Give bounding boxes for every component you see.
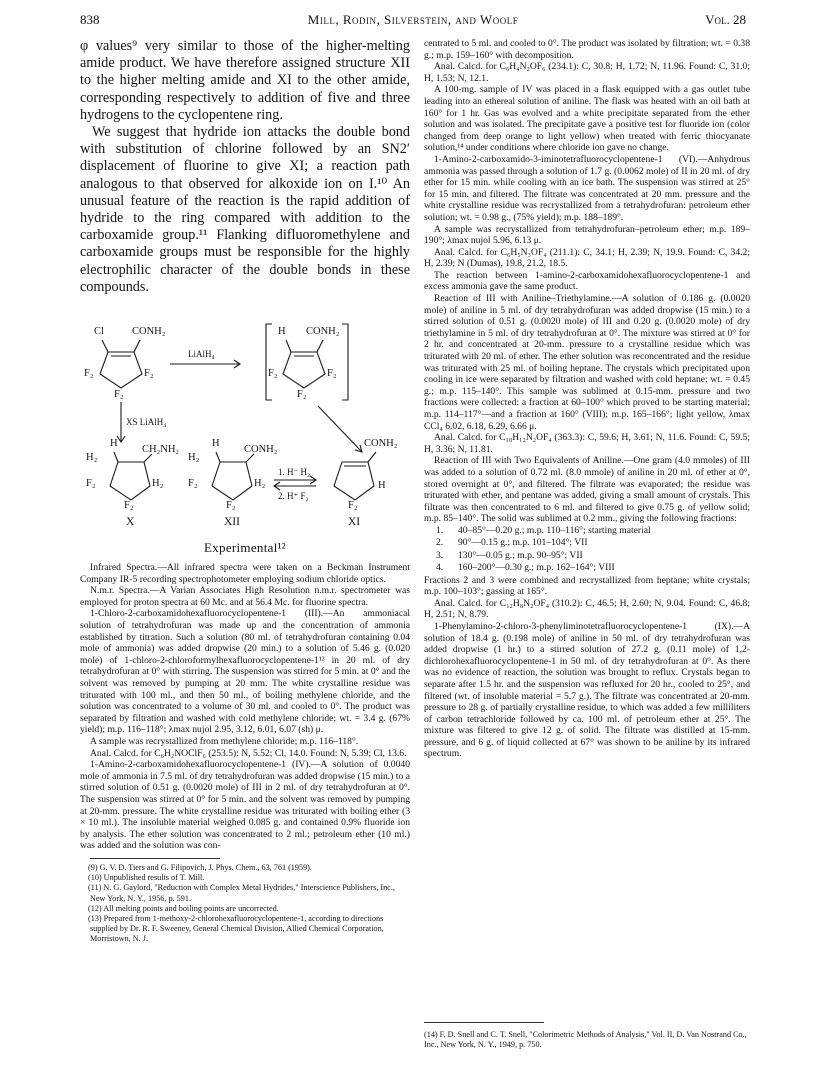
fraction-text: 130°—0.05 g.; m.p. 90–95°; VII [458,549,583,561]
sm-f2-bottom-label: F₂ [114,389,124,401]
left-column [80,38,410,1068]
x-h2-left-label: H₂ [86,452,98,464]
experimental-paragraph: A sample was recrystallized from methylene chloride; m.p. 116–118°. [90,735,359,747]
ring-xii [212,462,252,500]
sm-cl-label: Cl [94,326,104,338]
fraction-number: 1. [436,524,444,536]
fraction-item [436,550,750,562]
int-f2-left-label: F₂ [268,368,278,380]
arrow-label-bottom: 2. H⁺ F₂ [278,491,309,502]
int-h-label: H [278,326,286,338]
int-conh2-label: CONH₂ [306,326,340,338]
body-paragraph: 1-Amino-2-carboxamido-3-iminotetrafluorocyclopentene-1 (VI).—Anhydrous ammonia was passed through a solution of 1.7 g. (0.0062 mole) of II in 20 ml. of dry ether for 15 min. while cooling with an ice bath. The suspension was stirred at 25° for 15 min. and filtered. The filtrate was concentrated at 20 mm. pressure and the white crystalline residue was recrystallized from a tetrahydrofuran: petroleum ether solution; wt. = 0.98 g., (75% yield); m.p. 188–189°. [424,153,750,223]
xii-h2-right-label: H₂ [254,478,266,490]
body-paragraph: A 100-mg. sample of IV was placed in a flask equipped with a gas outlet tube leading into an ethereal solution of aniline. The flask was heated with an oil bath at 160° for 1 hr. Gas was evolved and a white precipitate separated from the ether solution and was isolated. The precipitate gave a positive test for fluoride ion (color changed from deep orange to light yellow) when treated with ferric thiocyanate solution,¹⁴ under conditions where chloride ion gave no change. [424,84,750,154]
reaction-scheme [80,302,410,532]
footnote: (11) N. G. Gaylord, "Reduction with Complex Metal Hydrides," Interscience Publishers, Inc., New York, N. Y., 1956, p. 591. [88,883,395,903]
body-paragraph: Fractions 2 and 3 were combined and recrystallized from heptane; white crystals; m.p. 100–103°; gassing at 165°. [424,574,750,598]
footnote: (12) All melting points and boiling points are uncorrected. [88,903,279,913]
experimental-paragraph: N.m.r. Spectra.—A Varian Associates High Resolution n.m.r. spectrometer was employed for proton spectra at 60 Mc. and at 56.4 Mc. for fluorine spectra. [80,585,410,608]
sm-f2-right-label: F₂ [144,368,154,380]
x-f2-left-label: F₂ [86,478,96,490]
ring-x [110,462,150,500]
xii-h2-left-label: H₂ [188,452,200,464]
fractions-list [424,525,750,575]
compound-label-x: X [126,516,135,529]
arrow-label-top: 1. H⁻ H₂ [278,467,311,478]
footnote-rule [424,1022,544,1023]
reagent-xs-lialh4: XS LiAlH₄ [126,417,167,428]
compound-label-xii: XII [224,516,240,529]
body-paragraph: The reaction between 1-amino-2-carboxamidohexafluorocyclopentene-1 and excess ammonia gave the same product. [424,269,750,293]
fraction-text: 40–85°—0.20 g.; m.p. 110–116°; starting material [458,524,651,536]
ring-xi [334,462,374,500]
experimental-paragraph: Infrared Spectra.—All infrared spectra were taken on a Beckman Instrument Company IR-5 recording spectrophotometer employing sodium chloride optics. [80,562,410,585]
footnote: (10) Unpublished results of T. Mill. [88,873,205,883]
volume-label: Vol. 28 [705,12,746,27]
ring-intermediate [283,352,325,388]
fraction-item [436,562,750,574]
intro-paragraph: φ values⁹ very similar to those of the higher-melting amide product. We have therefore assigned structure XII to the higher melting amide and XI to the other amide, corresponding respectively to addition of five and three hydrogens to the cyclopentene ring. [80,38,410,123]
x-h-label: H [110,438,118,450]
fraction-text: 90°—0.15 g.; m.p. 101–104°; VII [458,537,588,549]
footnote: (13) Prepared from 1-methoxy-2-chlorohexafluorocyclopentene-1, according to directions supplied by Dr. R. F. Sweeney, General Chemical Division, Allied Chemical Corporation, Morristown, N. J. [88,913,384,944]
footnote-rule [90,858,220,859]
x-f2-bottom-label: F₂ [124,500,134,512]
xi-conh2-label: CONH₂ [364,438,398,450]
sm-conh2-label: CONH₂ [132,326,166,338]
experimental-heading: Experimental¹² [203,540,287,556]
experimental-paragraph: 1-Amino-2-carboxamidohexafluorocyclopentene-1 (IV).—A solution of 0.0040 mole of ammonia in 7.5 ml. of dry tetrahydrofuran was added dropwise (15 min.) to a stirred solution of 0.51 g. (0.0020 mole) of III in 2 ml. of dry tetrahydrofuran at 0°. The suspension was stirred at 0° for 5 min. and the solvent was removed by pumping at 20-mm. pressure. The white crystalline residue was triturated with boiling ether (3 × 10 ml.). The insoluble material weighed 0.085 g. and contained 0.9% fluoride ion by analysis. The ether solution was concentrated to 2 ml.; petroleum ether (10 ml.) was added and the solution was con- [80,759,410,852]
xii-f2-bottom-label: F₂ [226,500,236,512]
body-paragraph: Anal. Calcd. for C₆H₅N₃OF₄ (211.1): C, 34.1; H, 2.39; N, 19.9. Found: C, 34.2; H, 2.39; N (Dumas), 19.8, 21.2, 18.5. [424,246,750,270]
xii-h-label: H [212,438,220,450]
xii-conh2-label: CONH₂ [244,444,278,456]
running-authors: Mill, Rodin, Silverstein, and Woolf [307,12,519,27]
footnote: (9) G. V. D. Tiers and G. Filipovich, J. Phys. Chem., 63, 761 (1959). [88,862,312,872]
xii-f2-left-label: F₂ [188,478,198,490]
right-column [424,38,750,1068]
body-paragraph: Reaction of III with Two Equivalents of Aniline.—One gram (4.0 mmoles) of III was added to a solution of 0.72 ml. (8.0 mmole) of aniline in 20 ml. of ether at 0°, stored overnight at 0°, and filtered. The filtrate was evaporated; the residue was triturated with ether, and pentane was added, giving a small amount of crystals. This filtrate was then concentrated to 6 ml. and filtered to give 0.75 g. of yellow solid; m.p. 85–140°. The solid was sublimed at 0.2 mm., giving the following fractions: [424,455,750,525]
xi-h-label: H [378,480,386,492]
int-f2-right-label: F₂ [327,368,337,380]
body-paragraph: Anal. Calcd. for C₁₈H₁₂N₂OF₄ (363.3): C, 59.6; H, 3.61; N, 11.6. Found: C, 59.5; H, 3.36; N, 11.81. [424,432,750,455]
fraction-text: 160–200°—0.30 g.; m.p. 162–164°; VIII [458,562,615,574]
sm-f2-left-label: F₂ [84,368,94,380]
fraction-number: 2. [436,537,444,549]
fraction-item [436,537,750,549]
footnote: (14) F. D. Snell and C. T. Snell, "Colorimetric Methods of Analysis," Vol. II, D. Van Nostrand Co., Inc., New York, N. Y., 1949, p. 750. [424,1030,747,1050]
experimental-paragraph: 1-Chloro-2-carboxamidohexafluorocyclopentene-1 (III).—An ammoniacal solution of tetrahydrofuran was made up and the concentration of ammonia established by titration. Such a solution (80 ml. of tetrahydrofuran containing 0.04 mole of ammonia) was added dropwise (20 min.) to a solution of 5.46 g. (0.020 mole) of 1-chloro-2-chloroformylhexafluorocyclopentene-1¹³ in 20 ml. of dry tetrahydrofuran at 0° with stirring. The suspension was stirred for 5 min. at 0° and the solvent was removed by pumping at 20 mm. The white crystalline residue was triturated with 100 ml., and then 50 ml., of boiling methylene chloride, and the solution was concentrated to a volume of 30 ml. and cooled to 0°. The product was separated by filtration and washed with cold methylene chloride; wt. = 3.4 g. (67% yield); m.p. 116–118°; λmax nujol 2.95, 3.12, 6.01, 6.07 (sh) μ. [80,608,410,736]
body-paragraph: A sample was recrystallized from tetrahydrofuran–petroleum ether; m.p. 189–190°; λmax nujol 5.96, 6.13 μ. [424,223,750,247]
fraction-item [436,525,750,537]
body-paragraph: 1-Phenylamino-2-chloro-3-phenyliminotetrafluorocyclopentene-1 (IX).—A solution of 18.4 g. (0.198 mole) of aniline in 50 ml. of dry tetrahydrofuran was added dropwise (1 hr.) to a stirred solution of 27.2 g. (0.11 mole) of 1,2-dichlorohexafluorocyclopentene-1 in 50 ml. of dry tetrahydrofuran at 0°. As there was no evidence of reaction, the solution was brought to reflux. Crystals began to separate after 1.5 hr. and the suspension was refluxed for 20 hr., cooled to 25°, and filtered (wt. of insoluble material = 5.7 g.). The filtrate was concentrated at 20-mm. pressure to 28 g. of partially crystalline residue, to which was added a few milliliters of carbon tetrachloride followed by ca. 100 ml. of petroleum ether at 25°. The mixture was filtered to give 12 g. of solid. The filtrate was distilled at 15-mm. pressure, and 6 g. of liquid collected at 67° was shown to be aniline by its infrared spectrum. [424,620,750,760]
ring-starting-material [100,352,142,388]
x-ch2nh2-label: CH₂NH₂ [142,444,180,456]
body-paragraph: Anal. Calcd. for C₁₂H₈N₂OF₄ (310.2): C, 46.5; H, 2.60; N, 9.04. Found: C, 46.8; H, 2.51; N, 8.79. [424,597,750,621]
fraction-number: 4. [436,562,444,574]
int-f2-bottom-label: F₂ [297,389,307,401]
experimental-paragraph: Anal. Calcd. for C₆H₂NOClF₆ (253.5): N, 5.52; Cl, 14.0. Found: N, 5.39; Cl, 13.6. [90,747,407,759]
fraction-number: 3. [436,549,444,561]
running-header [80,12,746,34]
body-paragraph: Anal. Calcd. for C₆H₄N₂OF₆ (234.1): C, 30.8; H, 1.72; N, 11.96. Found: C, 31.0; H, 1.53; N, 12.1. [424,61,750,84]
body-paragraph: centrated to 5 ml. and cooled to 0°. The product was isolated by filtration; wt. = 0.38 g.; m.p. 159–160° with decomposition. [424,38,750,61]
intro-paragraph: We suggest that hydride ion attacks the double bond with substitution of chlorine followed by an SN2′ displacement of fluorine to give XI; a reaction path analogous to that observed for alkoxide ion on I.¹⁰ An unusual feature of the reaction is the rapid addition of hydride to the ring compared with addition to the carboxamide group.¹¹ Flanking difluoromethylene and carboxamide groups must be responsible for the highly electrophilic character of the double bonds in these compounds. [80,124,410,295]
reagent-lialh4: LiAlH₄ [188,349,215,360]
body-paragraph: Reaction of III with Aniline–Triethylamine.—A solution of 0.186 g. (0.0020 mole) of aniline in 5 ml. of dry tetrahydrofuran was added dropwise (15 min.) to a stirred solution of 0.51 g. (0.0020 mole) of III and 0.20 g. (0.0020 mole) of dry triethylamine in 5 ml. of dry tetrahydrofuran at 0°. The mixture was stirred at 0° for 2 hr. and concentrated at 20-mm. pressure to a crystalline residue which was triturated with 20 ml. of ether. The ether solution was reconcentrated and the residue was triturated with 25 ml. of boiling heptane. The crystals which precipitated upon cooling in ice were separated by filtration and washed with cold heptane; wt. = 0.45 g.; m.p. 115–140°. This sample was sublimed at 0.15-mm. pressure and two fractions were collected: a fraction at 60–100° which proved to be starting material; m.p. 114–117°—and a fraction at 160° (VIII); m.p. 165–166°; light yellow, λmax CCl₄ 6.02, 6.18, 6.29, 6.66 μ. [424,293,750,432]
compound-label-xi: XI [348,516,361,529]
xi-f2-bottom-label: F₂ [348,500,358,512]
x-h2-right-label: H₂ [152,478,164,490]
page-number: 838 [80,12,100,27]
